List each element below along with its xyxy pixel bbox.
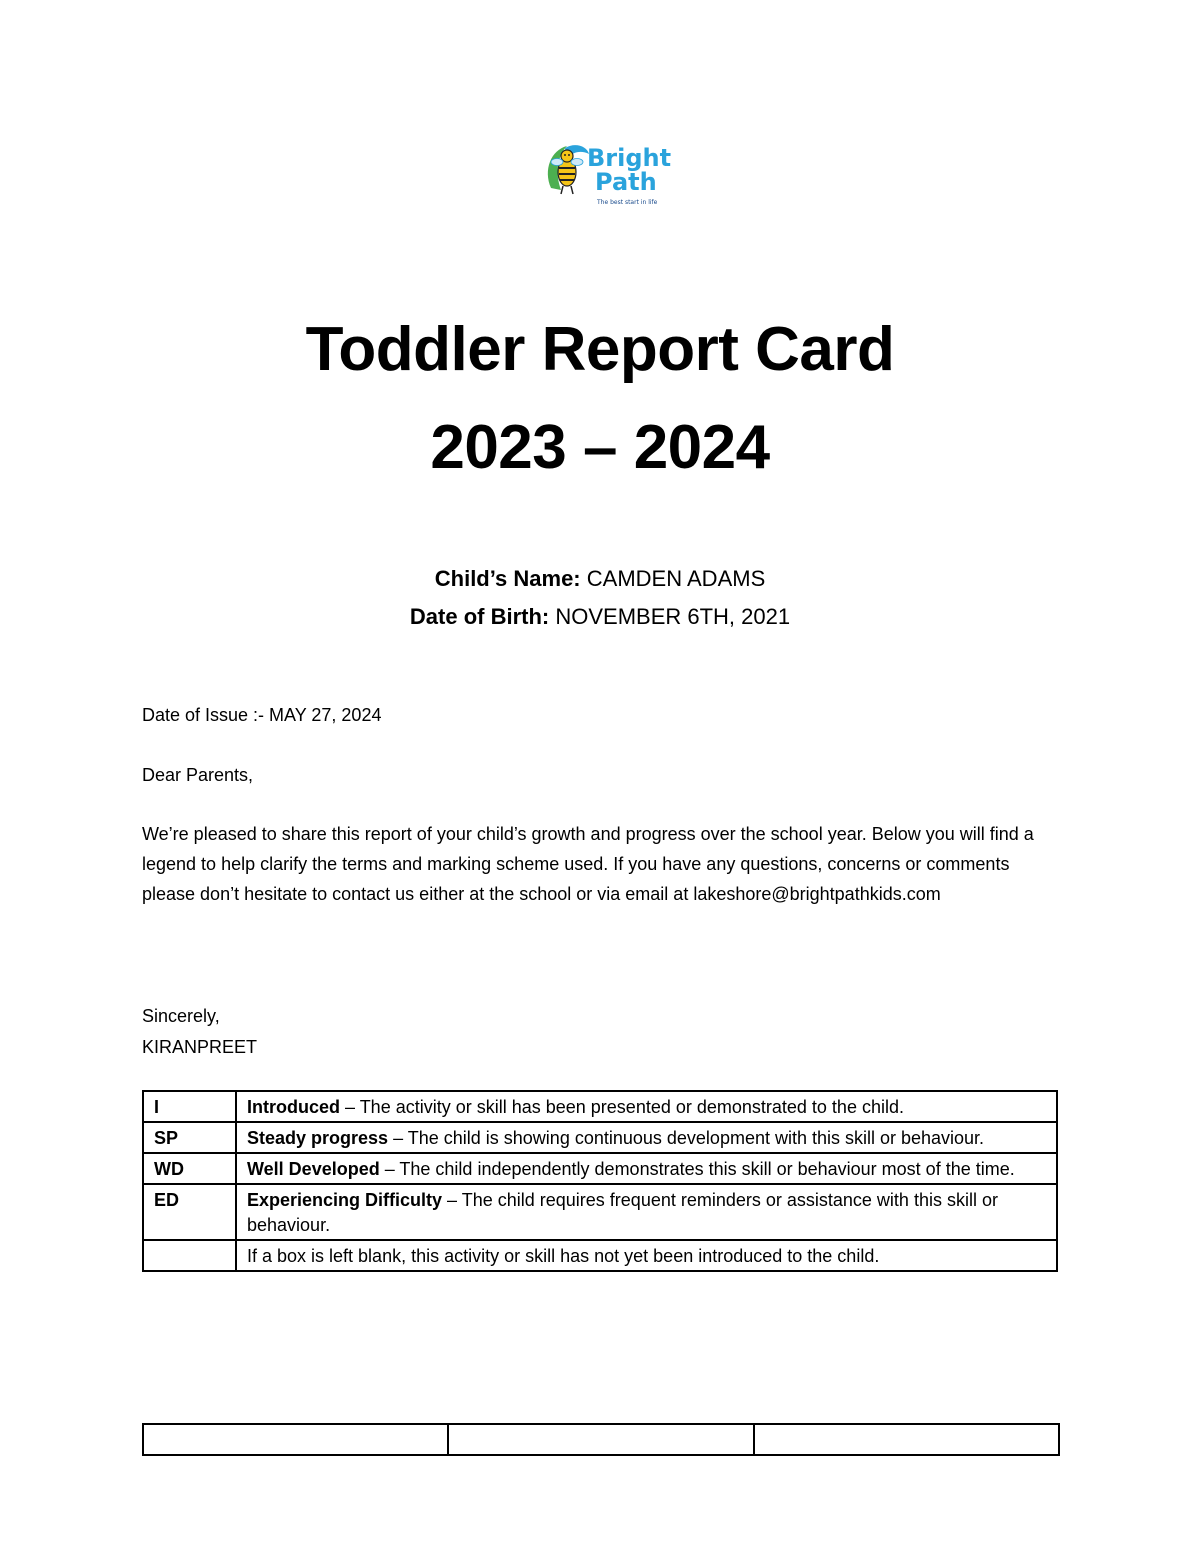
legend-term: Well Developed xyxy=(247,1159,380,1179)
blank-row xyxy=(143,1424,1059,1455)
closing: Sincerely, xyxy=(142,1006,220,1026)
child-name-label: Child’s Name: xyxy=(434,566,581,591)
blank-cell xyxy=(448,1424,753,1455)
logo-text-line2: Path xyxy=(595,168,657,196)
date-of-issue: Date of Issue :- MAY 27, 2024 xyxy=(142,705,382,725)
dob-value: NOVEMBER 6TH, 2021 xyxy=(555,604,791,629)
marking-legend-table xyxy=(142,1090,1058,1272)
legend-description xyxy=(236,1122,1057,1153)
legend-description xyxy=(236,1184,1057,1240)
bright-path-logo xyxy=(543,140,672,210)
blank-bottom-table xyxy=(142,1423,1060,1456)
dob-label: Date of Birth: xyxy=(409,604,550,629)
logo-text-line1: Bright xyxy=(587,144,672,172)
signer-name: KIRANPREET xyxy=(142,1037,258,1057)
legend-row xyxy=(143,1153,1057,1184)
report-title: Toddler Report Card xyxy=(305,315,895,384)
legend-desc: – The activity or skill has been presented or demonstrated to the child. xyxy=(340,1097,904,1117)
legend-code xyxy=(143,1240,236,1271)
letter-body: We’re pleased to share this report of your child’s growth and progress over the school year. Below you will find a legend to help clarify the terms and marking scheme used. If you have any questions, concerns or comments please don’t hesitate to contact us either at the school or via email at lakeshore@brightpathkids.com xyxy=(142,824,1034,904)
legend-row xyxy=(143,1122,1057,1153)
bee-logo-icon xyxy=(543,140,672,210)
blank-cell xyxy=(754,1424,1059,1455)
legend-desc: – The child requires frequent reminders or assistance with this skill or behaviour. xyxy=(247,1190,998,1235)
legend-row xyxy=(143,1240,1057,1271)
greeting: Dear Parents, xyxy=(142,765,254,785)
legend-code: WD xyxy=(143,1153,236,1184)
child-name-value: CAMDEN ADAMS xyxy=(586,566,766,591)
school-year: 2023 – 2024 xyxy=(430,413,770,482)
legend-desc: – The child independently demonstrates this skill or behaviour most of the time. xyxy=(379,1159,1015,1179)
blank-cell xyxy=(143,1424,448,1455)
logo-tagline: The best start in life xyxy=(597,199,658,206)
child-name-line xyxy=(0,566,1200,592)
legend-code: ED xyxy=(143,1184,236,1240)
legend-code: SP xyxy=(143,1122,236,1153)
date-of-birth-line xyxy=(0,604,1200,630)
legend-term: Steady progress xyxy=(247,1128,389,1148)
legend-term: Experiencing Difficulty xyxy=(247,1190,443,1210)
legend-desc: If a box is left blank, this activity or skill has not yet been introduced to the child. xyxy=(247,1246,880,1266)
legend-description xyxy=(236,1153,1057,1184)
legend-term: Introduced xyxy=(247,1097,340,1117)
legend-desc: – The child is showing continuous development with this skill or behaviour. xyxy=(388,1128,985,1148)
legend-code: I xyxy=(143,1091,236,1122)
legend-row xyxy=(143,1091,1057,1122)
legend-description xyxy=(236,1091,1057,1122)
legend-description xyxy=(236,1240,1057,1271)
legend-row xyxy=(143,1184,1057,1240)
